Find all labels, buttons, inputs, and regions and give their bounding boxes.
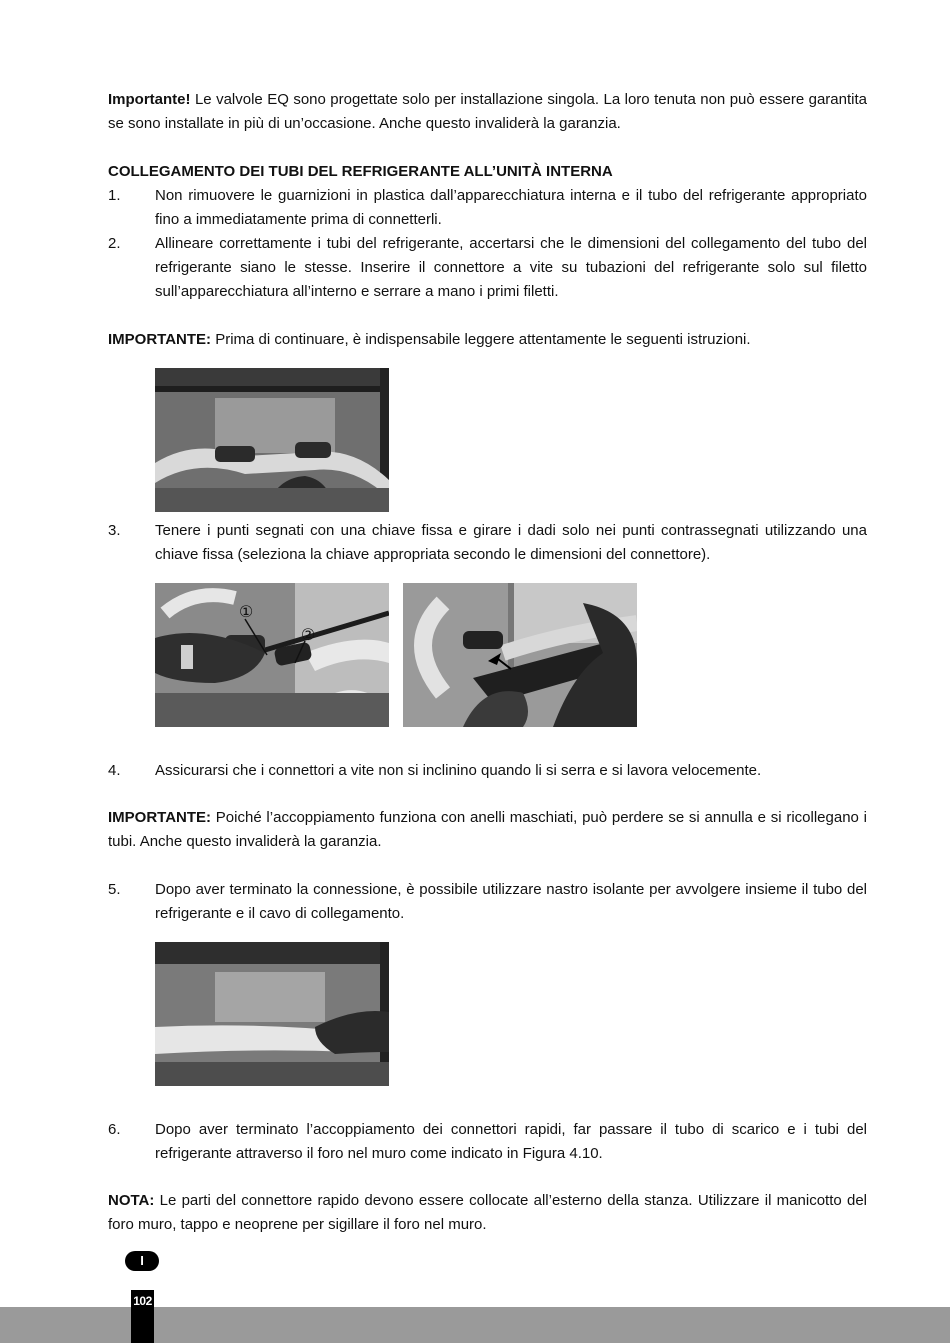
nota-paragraph	[108, 1189, 867, 1237]
important-label: IMPORTANTE:	[108, 331, 212, 348]
step-number: 6.	[108, 1121, 121, 1138]
photo-insulation-wrap	[155, 942, 389, 1086]
step-text: Dopo aver terminato l’accoppiamento dei connettori rapidi, far passare il tubo di scarico e i tubi del refrigerante attraverso il foro nel muro come indicato in Figura 4.10.	[155, 1121, 867, 1162]
marker-two: ②	[300, 625, 316, 644]
important-text: Prima di continuare, è indispensabile leggere attentamente le seguenti istruzioni.	[211, 331, 751, 348]
step-6	[108, 1118, 867, 1166]
step-text: Non rimuovere le guarnizioni in plastica dall’apparecchiatura interna e il tubo del refrigerante appropriato fino a immediatamente prima di connetterli.	[155, 187, 867, 228]
nota-label: NOTA:	[108, 1192, 155, 1209]
step-number: 4.	[108, 762, 121, 779]
page-number: 102	[133, 1294, 152, 1308]
section-title: COLLEGAMENTO DEI TUBI DEL REFRIGERANTE ALL’UNITÀ INTERNA	[108, 163, 613, 180]
important-label: IMPORTANTE:	[108, 809, 212, 826]
step-number: 1.	[108, 187, 121, 204]
important-note-1	[108, 328, 867, 352]
step-1	[108, 184, 867, 232]
step-2	[108, 232, 867, 304]
important-text: Poiché l’accoppiamento funziona con anelli maschiati, può perdere se si annulla e si ricollegano i tubi. Anche questo invaliderà la garanzia.	[108, 809, 867, 850]
step-5	[108, 878, 867, 926]
photo-pipe-connection	[155, 368, 389, 512]
important-note-2	[108, 806, 867, 854]
step-3	[108, 519, 867, 567]
step-text: Tenere i punti segnati con una chiave fissa e girare i dadi solo nei punti contrassegnati utilizzando una chiave fissa (seleziona la chiave appropriata secondo le dimensioni del connettore).	[155, 522, 867, 563]
intro-label: Importante!	[108, 91, 191, 108]
step-text: Dopo aver terminato la connessione, è possibile utilizzare nastro isolante per avvolgere insieme il tubo del refrigerante e il cavo di collegamento.	[155, 881, 867, 922]
step-number: 5.	[108, 881, 121, 898]
step-text: Assicurarsi che i connettori a vite non si inclinino quando li si serra e si lavora velocemente.	[155, 762, 762, 779]
marker-one: ①	[238, 602, 254, 621]
intro-text: Le valvole EQ sono progettate solo per installazione singola. La loro tenuta non può essere garantita se sono installate in più di un’occasione. Anche questo invaliderà la garanzia.	[108, 91, 867, 132]
step-number: 2.	[108, 235, 121, 252]
intro-paragraph	[108, 88, 867, 136]
nota-text: Le parti del connettore rapido devono essere collocate all’esterno della stanza. Utilizzare il manicotto del foro muro, tappo e neoprene per sigillare il foro nel muro.	[108, 1192, 867, 1233]
photo-wrench-tightening	[403, 583, 637, 727]
step-text: Allineare correttamente i tubi del refrigerante, accertarsi che le dimensioni del collegamento del tubo del refrigerante siano le stesse. Inserire il connettore a vite su tubazioni del refrigerante solo sul filetto sull’apparecchiatura all’interno e serrare a mano i primi filetti.	[155, 235, 867, 300]
photo-marked-points	[155, 583, 389, 727]
step-4	[108, 759, 867, 783]
language-badge: I	[125, 1251, 159, 1271]
step-number: 3.	[108, 522, 121, 539]
